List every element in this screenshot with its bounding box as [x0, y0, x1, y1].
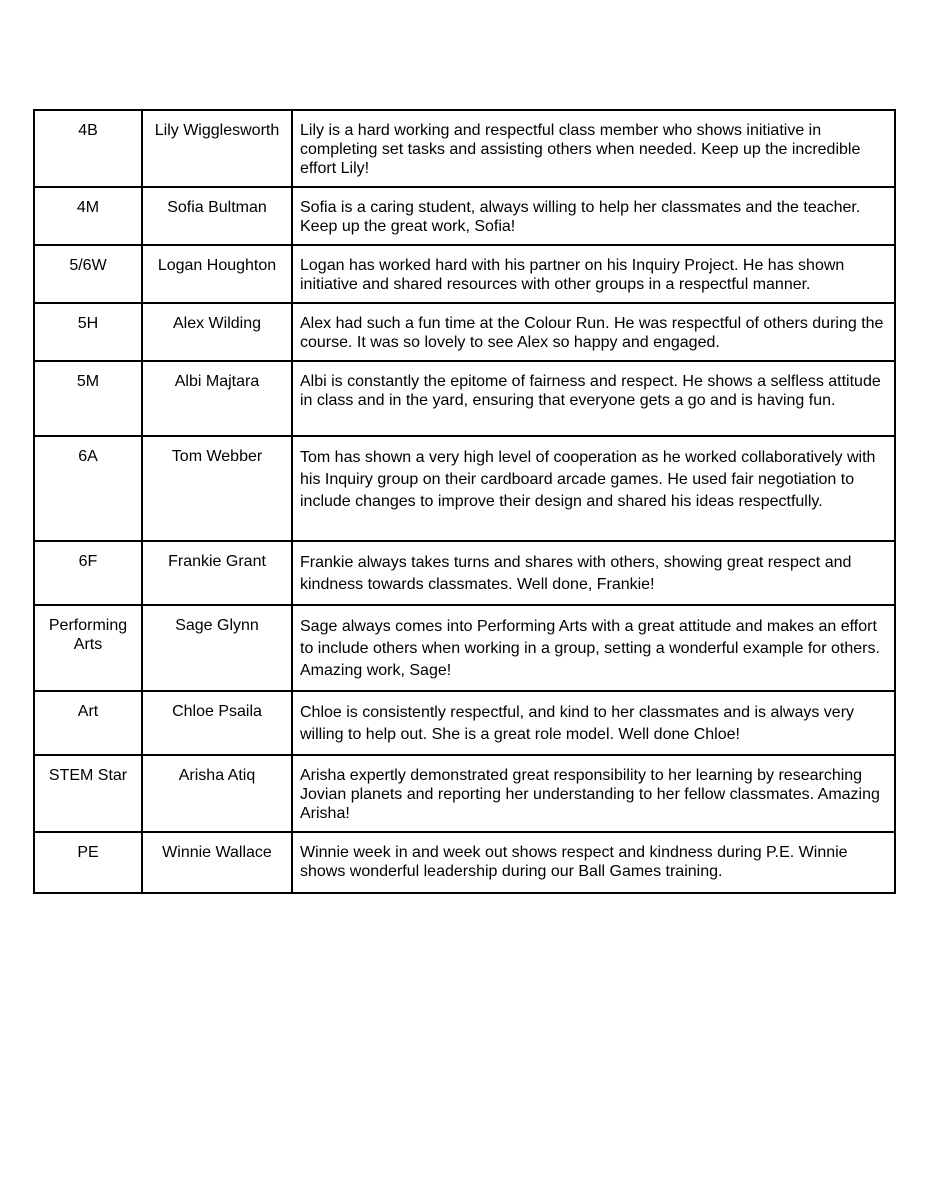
class-cell: 4B	[34, 110, 142, 187]
class-cell: 6F	[34, 541, 142, 605]
table-row	[34, 691, 895, 755]
table-row	[34, 436, 895, 541]
student-name-cell: Alex Wilding	[142, 303, 292, 361]
class-cell: 5/6W	[34, 245, 142, 303]
table-row	[34, 361, 895, 436]
table-row	[34, 110, 895, 187]
class-cell: 5H	[34, 303, 142, 361]
comment-cell: Frankie always takes turns and shares with others, showing great respect and kindness towards classmates. Well done, Frankie!	[292, 541, 895, 605]
student-name-cell: Sage Glynn	[142, 605, 292, 691]
comment-cell: Arisha expertly demonstrated great responsibility to her learning by researching Jovian planets and reporting her understanding to her fellow classmates. Amazing Arisha!	[292, 755, 895, 832]
comment-cell: Lily is a hard working and respectful class member who shows initiative in completing set tasks and assisting others when needed. Keep up the incredible effort Lily!	[292, 110, 895, 187]
student-name-cell: Arisha Atiq	[142, 755, 292, 832]
class-cell: STEM Star	[34, 755, 142, 832]
class-cell: 6A	[34, 436, 142, 541]
comment-cell: Albi is constantly the epitome of fairness and respect. He shows a selfless attitude in class and in the yard, ensuring that everyone gets a go and is having fun.	[292, 361, 895, 436]
student-name-cell: Sofia Bultman	[142, 187, 292, 245]
student-name-cell: Logan Houghton	[142, 245, 292, 303]
table-row	[34, 832, 895, 893]
class-cell: PE	[34, 832, 142, 893]
comment-cell: Sofia is a caring student, always willing to help her classmates and the teacher. Keep up the great work, Sofia!	[292, 187, 895, 245]
table-row	[34, 245, 895, 303]
class-cell: Performing Arts	[34, 605, 142, 691]
comment-cell: Sage always comes into Performing Arts with a great attitude and makes an effort to include others when working in a group, setting a wonderful example for others. Amazing work, Sage!	[292, 605, 895, 691]
student-name-cell: Tom Webber	[142, 436, 292, 541]
table-row	[34, 605, 895, 691]
comment-cell: Tom has shown a very high level of cooperation as he worked collaboratively with his Inquiry group on their cardboard arcade games. He used fair negotiation to include changes to improve their design and shared his ideas respectfully.	[292, 436, 895, 541]
class-cell: 5M	[34, 361, 142, 436]
student-name-cell: Albi Majtara	[142, 361, 292, 436]
comment-cell: Winnie week in and week out shows respect and kindness during P.E. Winnie shows wonderful leadership during our Ball Games training.	[292, 832, 895, 893]
comment-cell: Logan has worked hard with his partner on his Inquiry Project. He has shown initiative and shared resources with other groups in a respectful manner.	[292, 245, 895, 303]
class-cell: 4M	[34, 187, 142, 245]
table-row	[34, 187, 895, 245]
student-name-cell: Frankie Grant	[142, 541, 292, 605]
table-row	[34, 303, 895, 361]
class-cell: Art	[34, 691, 142, 755]
table-row	[34, 541, 895, 605]
student-name-cell: Winnie Wallace	[142, 832, 292, 893]
comment-cell: Chloe is consistently respectful, and kind to her classmates and is always very willing to help out. She is a great role model. Well done Chloe!	[292, 691, 895, 755]
comment-cell: Alex had such a fun time at the Colour Run. He was respectful of others during the course. It was so lovely to see Alex so happy and engaged.	[292, 303, 895, 361]
table-row	[34, 755, 895, 832]
student-name-cell: Chloe Psaila	[142, 691, 292, 755]
awards-table	[33, 109, 896, 894]
student-name-cell: Lily Wigglesworth	[142, 110, 292, 187]
